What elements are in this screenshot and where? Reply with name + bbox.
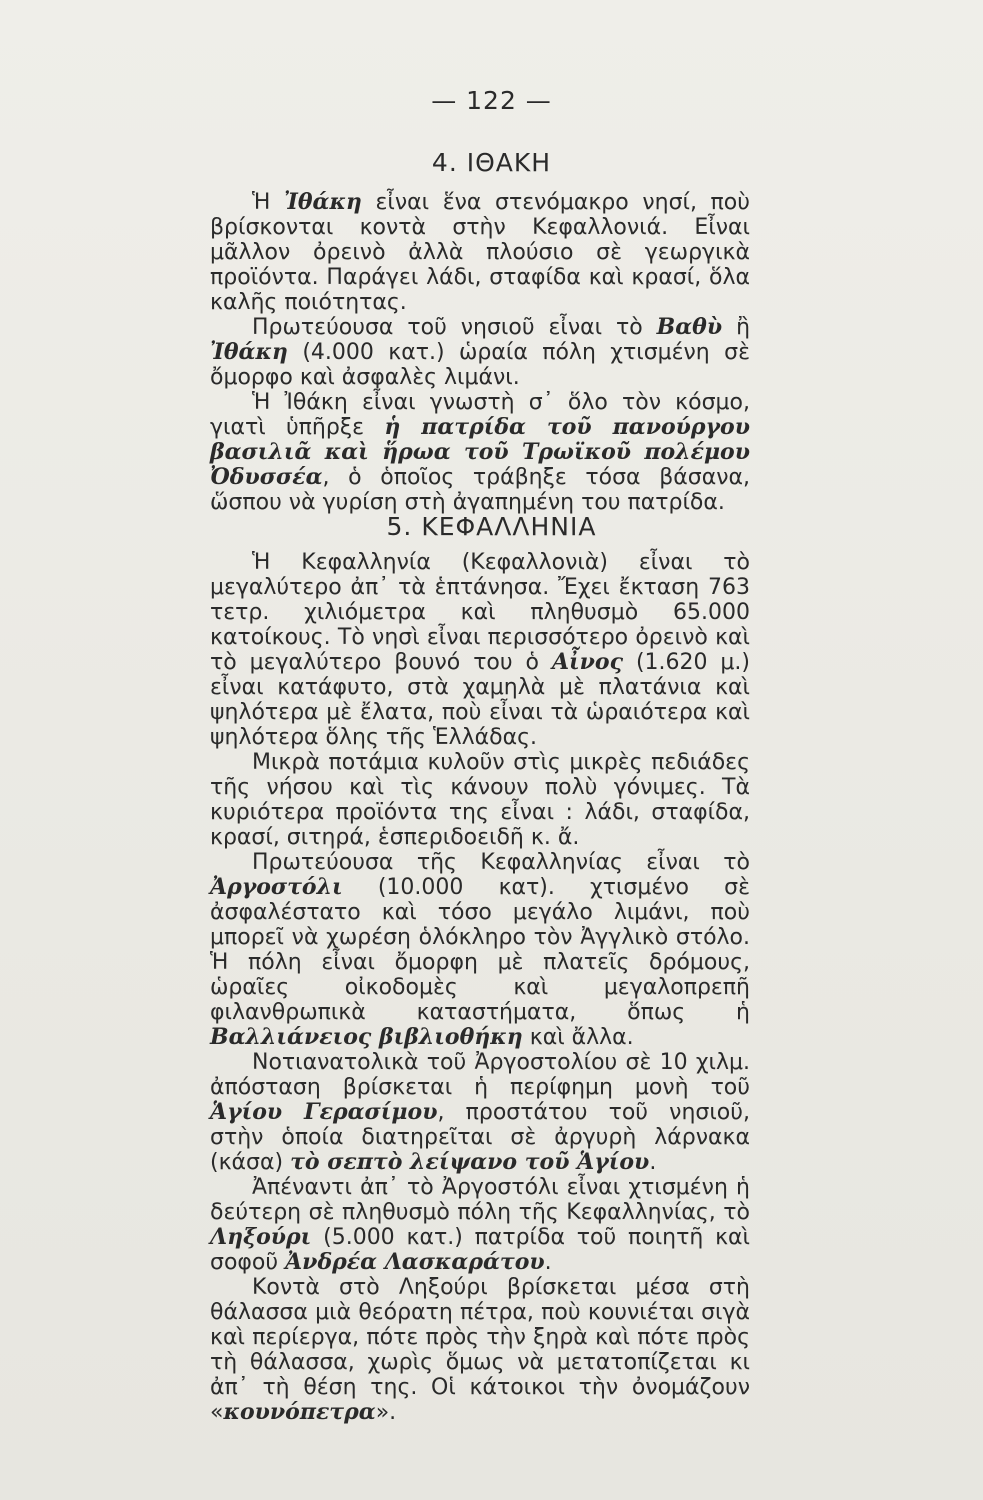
text-run: ». [375, 1400, 397, 1425]
text-run: ἢ [722, 315, 751, 340]
text-run: Πρωτεύουσα τῆς Κεφαλληνίας εἶναι τὸ [252, 850, 750, 875]
text-run: Νοτιανατολικὰ τοῦ Ἀργοστολίου σὲ 10 χιλμ. ἀπόσταση βρίσκεται ἡ περίφημη μονὴ τοῦ [210, 1050, 750, 1100]
text-run: Κοντὰ στὸ Ληξούρι βρίσκεται μέσα στὴ θάλασσα μιὰ θεόρατη πέτρα, ποὺ κουνιέται σιγὰ καὶ περίεργα, πότε πρὸς τὴν ξηρὰ καὶ πότε πρὸς τὴ θάλασσα, χωρὶς ὅμως νὰ μετατοπίζεται κι ἀπ᾽ τὴ θέση της. Οἱ κάτοικοι τὴν ὀνομάζουν « [210, 1275, 750, 1425]
section-heading-ithaca: 4. ΙΘΑΚΗ [431, 148, 552, 177]
text-run: εἶναι ἕνα στενόμακρο νησί, ποὺ βρίσκονται κοντὰ στὴν Κεφαλλονιά. Εἶναι μᾶλλον ὀρεινὸ ἀλλὰ πλούσιο σὲ γεωργικὰ προϊόντα. Παράγει λάδι, σταφίδα καὶ κρασί, ὅλα καλῆς ποιότητας. [210, 190, 750, 315]
paragraph [210, 850, 750, 1050]
emphasized-text: Βαλλιάνειος βιβλιοθήκη [210, 1024, 523, 1050]
emphasized-text: Ἁγίου Γερασίμου [210, 1099, 438, 1125]
text-run: Πρωτεύουσα τοῦ νησιοῦ εἶναι τὸ [252, 315, 657, 340]
section-body-kefallinia [210, 550, 750, 1425]
text-run: Μικρὰ ποτάμια κυλοῦν στὶς μικρὲς πεδιάδες τῆς νήσου καὶ τὶς κάνουν πολὺ γόνιμες. Τὰ κυριότερα προϊόντα της εἶναι : λάδι, σταφίδα, κρασί, σιτηρά, ἑσπεριδοειδῆ κ. ἄ. [210, 750, 750, 850]
emphasized-text: Βαθὺ [656, 314, 723, 340]
paragraph [210, 390, 750, 515]
text-run: (4.000 κατ.) ὡραία πόλη χτισμένη σὲ ὄμορφο καὶ ἀσφαλὲς λιμάνι. [210, 340, 750, 390]
section-body-ithaca [210, 190, 750, 515]
emphasized-text: Ἀργοστόλι [210, 874, 343, 900]
paragraph [210, 1275, 750, 1425]
emphasized-text: κουνόπετρα [223, 1399, 376, 1425]
emphasized-text: τὸ σεπτὸ λείψανο τοῦ Ἁγίου [290, 1149, 650, 1175]
text-run: (1.620 μ.) εἶναι κατάφυτο, στὰ χαμηλὰ μὲ πλατάνια καὶ ψηλότερα μὲ ἔλατα, ποὺ εἶναι τὰ ὡραιότερα καὶ ψηλότερα ὅλης τῆς Ἑλλάδας. [210, 650, 751, 750]
paragraph [210, 190, 750, 315]
paragraph [210, 315, 750, 390]
text-run: . [544, 1250, 552, 1275]
text-run: , προστάτου τοῦ νησιοῦ, στὴν ὁποία διατηρεῖται σὲ ἀργυρὴ λάρνακα (κάσα) [210, 1100, 750, 1175]
paragraph [210, 550, 750, 750]
paragraph [210, 1175, 750, 1275]
emphasized-text: Ἰθάκη [210, 339, 288, 365]
text-run: Ἀπέναντι ἀπ᾽ τὸ Ἀργοστόλι εἶναι χτισμένη ἡ δεύτερη σὲ πληθυσμὸ πόλη τῆς Κεφαλληνίας, τὸ [210, 1175, 750, 1225]
emphasized-text: ἡ πατρίδα τοῦ πανούργου βασιλιᾶ καὶ ἥρωα τοῦ Τρωϊκοῦ πολέμου Ὀδυσσέα [210, 414, 750, 490]
emphasized-text: Ἀνδρέα Λασκαράτου [285, 1249, 545, 1275]
paragraph [210, 750, 750, 850]
emphasized-text: Ἰθάκη [284, 189, 362, 215]
text-run: Ἡ [252, 190, 284, 215]
text-run: (5.000 κατ.) πατρίδα τοῦ ποιητῆ καὶ σοφοῦ [210, 1225, 750, 1275]
emphasized-text: Ληξούρι [210, 1224, 312, 1250]
text-run: Ἡ Ἰθάκη εἶναι γνωστὴ σ᾽ ὅλο τὸν κόσμο, γιατὶ ὑπῆρξε [210, 390, 750, 440]
emphasized-text: Αἶνος [551, 649, 624, 675]
paragraph [210, 1050, 750, 1175]
text-run: , ὁ ὁποῖος τράβηξε τόσα βάσανα, ὥσπου νὰ γυρίση στὴ ἀγαπημένη του πατρίδα. [210, 465, 750, 515]
text-run: (10.000 κατ). χτισμένο σὲ ἀσφαλέστατο καὶ τόσο μεγάλο λιμάνι, ποὺ μπορεῖ νὰ χωρέση ὁλόκληρο τὸν Ἀγγλικὸ στόλο. Ἡ πόλη εἶναι ὄμορφη μὲ πλατεῖς δρόμους, ὡραῖες οἰκοδομὲς καὶ μεγαλοπρεπῆ φιλανθρωπικὰ καταστήματα, ὅπως ἡ [210, 875, 750, 1025]
section-heading-kefallinia: 5. ΚΕΦΑΛΛΗΝΙΑ [386, 512, 597, 541]
text-run: Ἡ Κεφαλληνία (Κεφαλλονιὰ) εἶναι τὸ μεγαλύτερο ἀπ᾽ τὰ ἑπτάνησα. Ἔχει ἔκταση 763 τετρ. χιλιόμετρα καὶ πληθυσμὸ 65.000 κατοίκους. Τὸ νησὶ εἶναι περισσότερο ὀρεινὸ καὶ τὸ μεγαλύτερο βουνό του ὁ [210, 550, 750, 675]
page-number: — 122 — [431, 86, 552, 115]
text-run: καὶ ἄλλα. [522, 1025, 634, 1050]
text-run: . [649, 1150, 657, 1175]
